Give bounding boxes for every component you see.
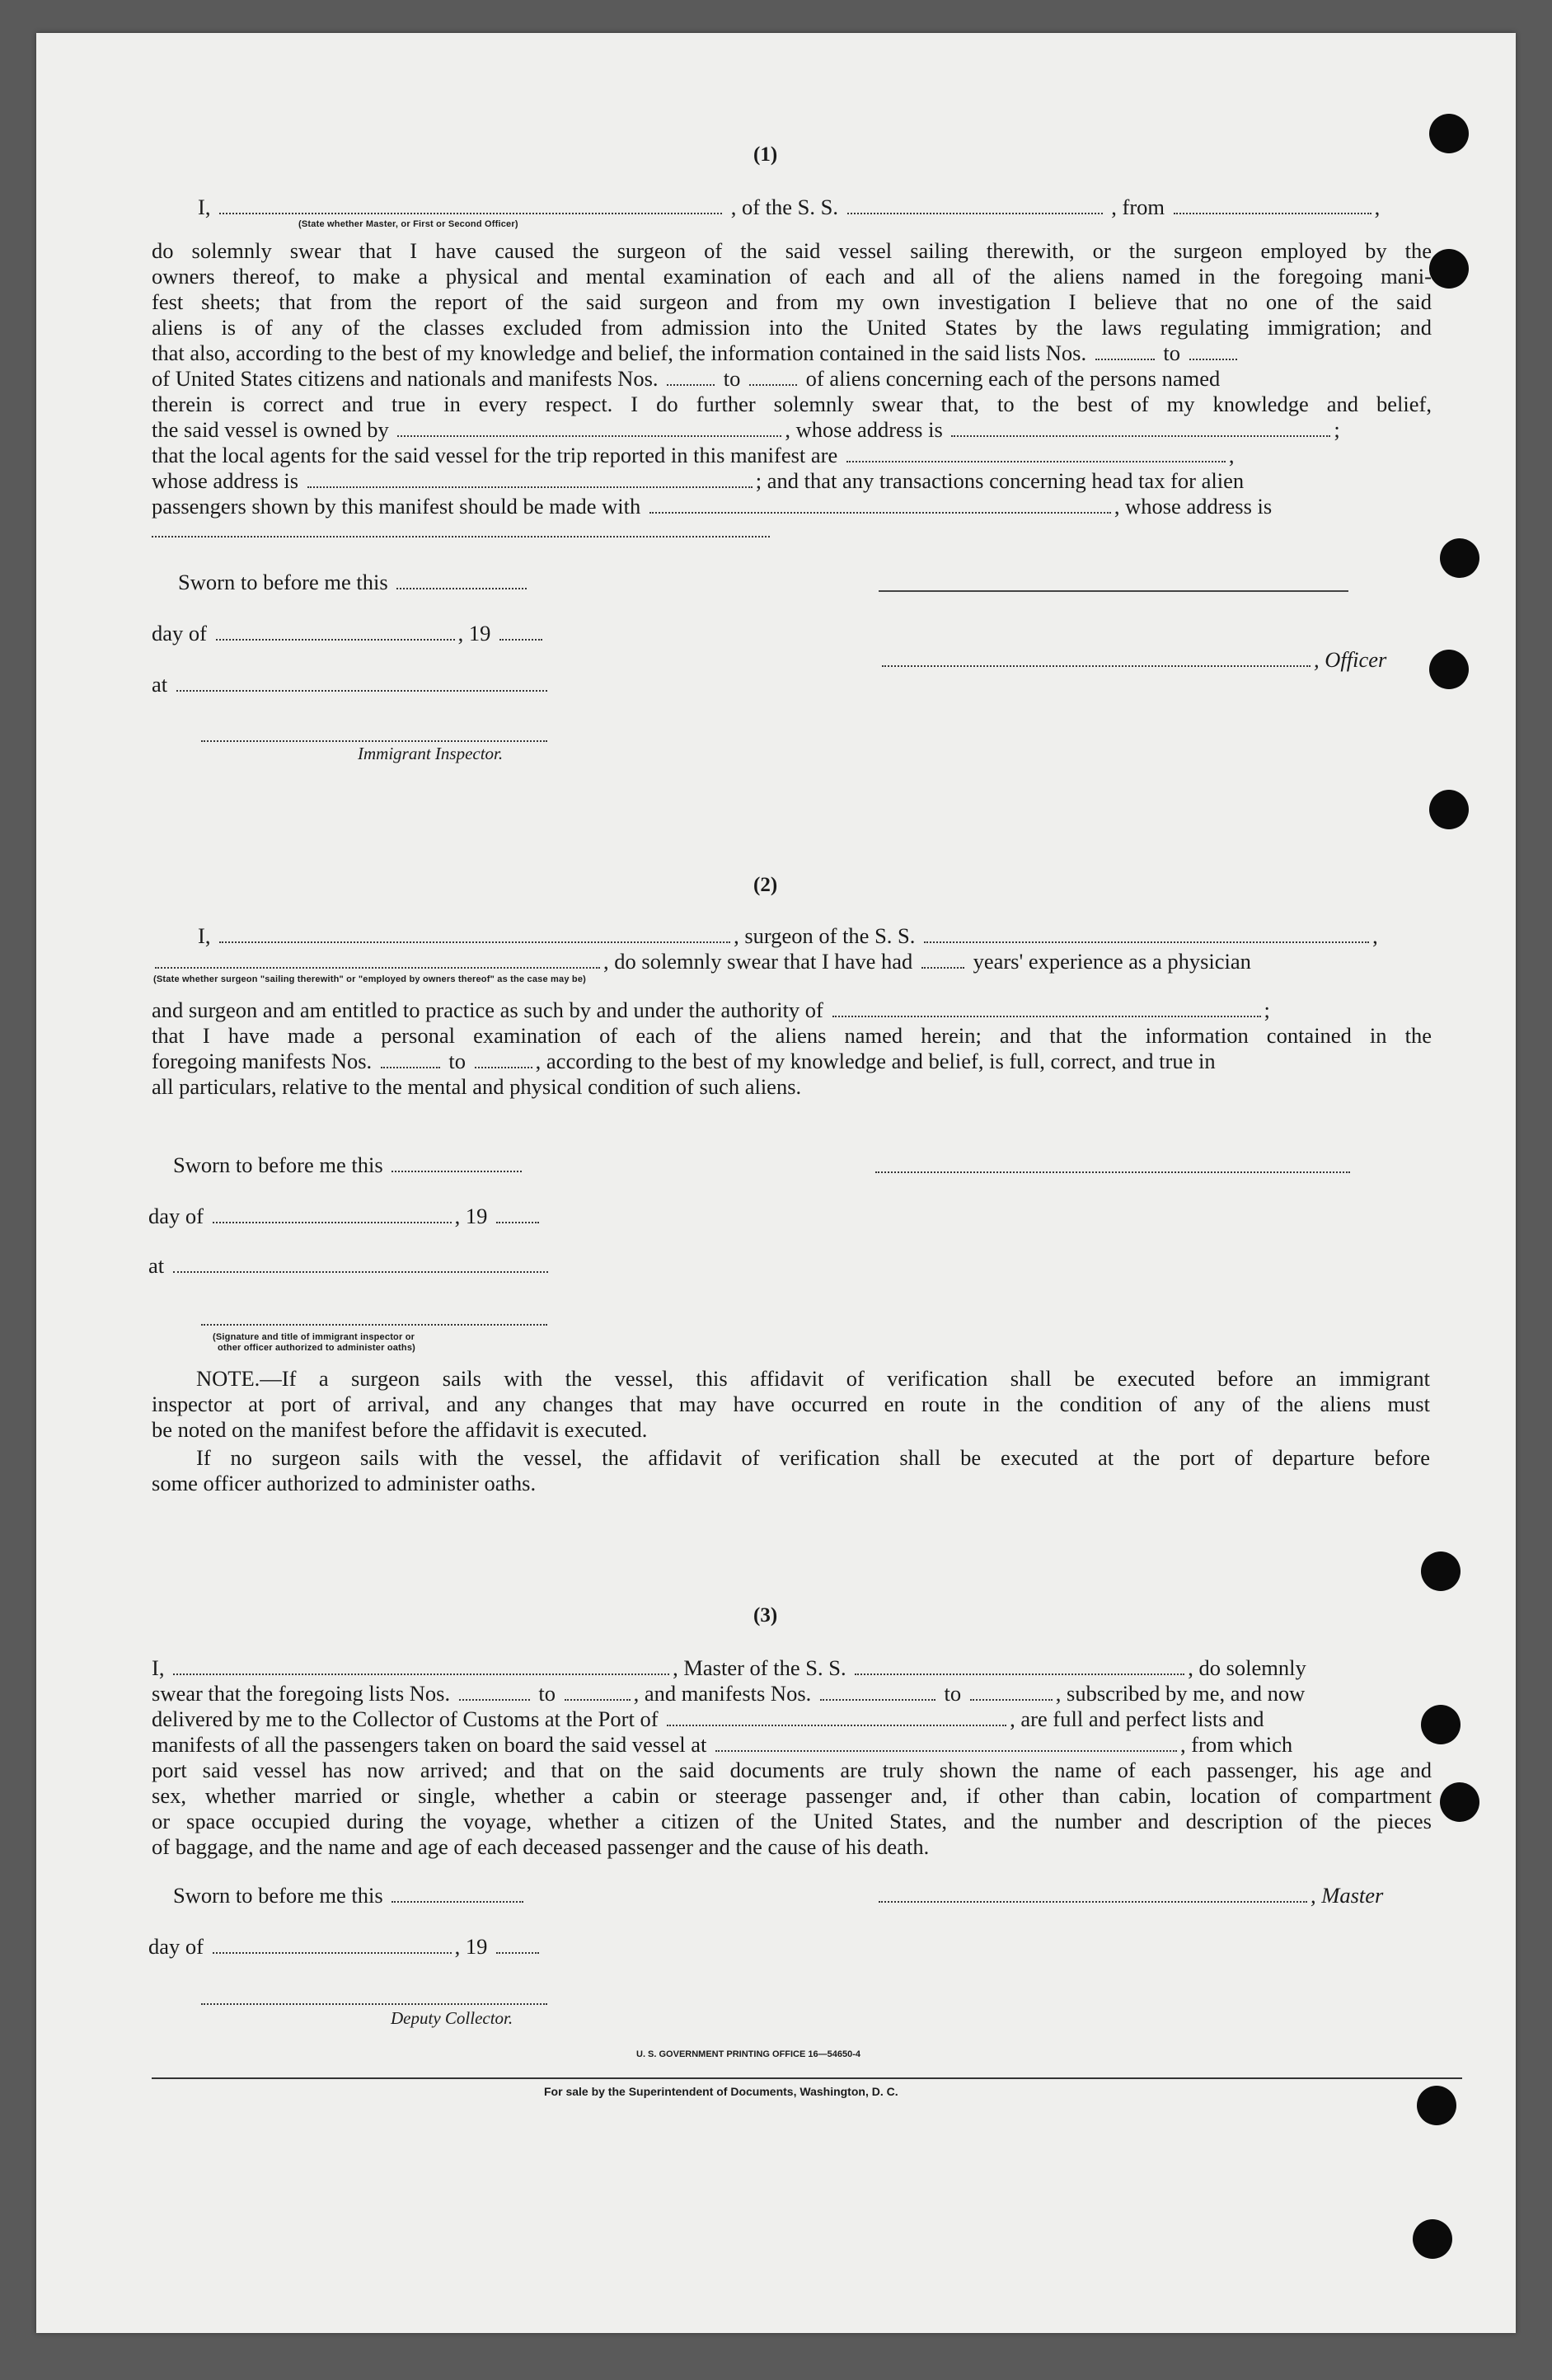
s2-sig-hint-1: (Signature and title of immigrant inspector or [213, 1332, 415, 1342]
s1-officer-line: , Officer [879, 647, 1386, 673]
surgeon-status-field[interactable] [155, 966, 600, 969]
section-2-line-3: and surgeon and am entitled to practice as such by and under the authority of ; [152, 998, 1270, 1022]
s2-sig-hint-2: other officer authorized to administer oaths) [218, 1343, 416, 1353]
s2-at: at [148, 1253, 551, 1279]
section-2-line-2: , do solemnly swear that I have had years' experience as a physician [152, 949, 1251, 974]
s3-year-field[interactable] [496, 1951, 539, 1954]
s3-day-of: day of , 19 [148, 1934, 542, 1960]
note2-line-2: some officer authorized to administer oaths. [152, 1471, 537, 1495]
note-line-2: inspector at port of arrival, and any changes that may have occurred en route in the condition of any of the aliens must [152, 1392, 1430, 1416]
officer-rank-field[interactable] [219, 212, 722, 214]
section-1-line-5: aliens is of any of the classes excluded from admission into the United States by the laws regulating immigration; and [152, 315, 1432, 340]
citizen-lists-to-field[interactable] [1189, 358, 1237, 360]
surgeon-name-field[interactable] [219, 941, 730, 943]
punch-hole [1413, 2219, 1452, 2259]
s1-year-field[interactable] [499, 638, 542, 641]
years-experience-field[interactable] [921, 966, 964, 969]
s2-manifests-from-field[interactable] [381, 1066, 440, 1068]
section-1-line-6: that also, according to the best of my knowledge and belief, the information contained in the said lists Nos. to [152, 340, 1432, 366]
s3-ship-field[interactable] [855, 1673, 1184, 1675]
manifest-page [36, 33, 1516, 2333]
s3-manifests-from-field[interactable] [820, 1698, 935, 1701]
section-1-line-3: owners thereof, to make a physical and mental examination of each and all of the aliens named in the foregoing mani- [152, 264, 1432, 289]
practice-authority-field[interactable] [832, 1015, 1261, 1017]
section-2-line-4: that I have made a personal examination of each of the aliens named herein; and that the information contained in the [152, 1023, 1432, 1048]
s2-day-of: day of , 19 [148, 1204, 542, 1229]
section-3-line-1: I, , Master of the S. S. , do solemnly [152, 1655, 1306, 1680]
section-3-line-5: port said vessel has now arrived; and that on the said documents are truly shown the name of each passenger, his age and [152, 1758, 1432, 1782]
s2-inspector-signature-line[interactable] [201, 1324, 547, 1326]
punch-hole [1440, 538, 1479, 578]
punch-hole [1429, 650, 1469, 689]
agents-address-field[interactable] [307, 486, 753, 488]
s3-deputy-label: Deputy Collector. [391, 2008, 513, 2028]
s2-year-field[interactable] [496, 1221, 539, 1223]
section-1-line-4: fest sheets; that from the report of the said surgeon and from my own investigation I believe that no one of the said [152, 289, 1432, 314]
punch-hole [1429, 114, 1469, 153]
section-1-line-2: do solemnly swear that I have caused the surgeon of the said vessel sailing therewith, or the surgeon employed by the [152, 238, 1432, 263]
section-1-line-1: I, , of the S. S. , from , [198, 195, 1381, 219]
note-line-1: NOTE.—If a surgeon sails with the vessel, this affidavit of verification shall be executed before an immigrant [196, 1366, 1430, 1391]
s2-sworn: Sworn to before me this [173, 1152, 525, 1178]
s1-inspector-label: Immigrant Inspector. [358, 744, 504, 763]
section-2-line-1: I, , surgeon of the S. S. , [198, 923, 1378, 948]
s1-sworn: Sworn to before me this [178, 570, 530, 595]
s3-sworn-date-field[interactable] [392, 1900, 523, 1903]
manifests-to-field[interactable] [749, 383, 797, 386]
s3-sworn: Sworn to before me this [173, 1883, 527, 1908]
s2-ship-field[interactable] [924, 941, 1369, 943]
local-agents-field[interactable] [846, 460, 1226, 462]
s2-manifests-to-field[interactable] [475, 1066, 532, 1068]
section-3-line-6: sex, whether married or single, whether a cabin or steerage passenger and, if other than cabin, location of compartment [152, 1783, 1432, 1808]
section-3-line-2: swear that the foregoing lists Nos. to , and manifests Nos. to , subscribed by me, and now [152, 1681, 1306, 1706]
s1-day-of: day of , 19 [152, 621, 546, 646]
punch-hole [1440, 1782, 1479, 1822]
section-3-number: (3) [753, 1604, 778, 1627]
note-line-3: be noted on the manifest before the affidavit is executed. [152, 1417, 648, 1442]
section-1-line-12: passengers shown by this manifest should be made with , whose address is [152, 494, 1273, 519]
s2-month-field[interactable] [213, 1221, 452, 1223]
section-3-line-4: manifests of all the passengers taken on board the said vessel at , from which [152, 1732, 1293, 1757]
rank-hint: (State whether Master, or First or Second Officer) [298, 219, 518, 229]
section-2-line-6: all particulars, relative to the mental and physical condition of such aliens. [152, 1074, 802, 1099]
s1-place-field[interactable] [176, 689, 547, 692]
master-name-field[interactable] [173, 1673, 669, 1675]
departure-port-field[interactable] [1174, 212, 1371, 214]
gpo-imprint: U. S. GOVERNMENT PRINTING OFFICE 16—54650-4 [636, 2049, 861, 2059]
port-of-field[interactable] [667, 1724, 1006, 1726]
s2-sworn-date-field[interactable] [392, 1170, 522, 1172]
s1-officer-field[interactable] [882, 664, 1311, 667]
section-3-line-7: or space occupied during the voyage, whether a citizen of the United States, and the number and description of the pieces [152, 1809, 1432, 1833]
section-2-number: (2) [753, 874, 778, 896]
s1-inspector-signature-line[interactable] [201, 740, 547, 742]
from-label: , from [1111, 195, 1165, 219]
section-3-line-8: of baggage, and the name and age of each deceased passenger and the cause of his death. [152, 1834, 930, 1859]
manifests-from-field[interactable] [667, 383, 715, 386]
citizen-lists-from-field[interactable] [1095, 358, 1155, 360]
i-label: I, [198, 195, 211, 219]
s3-lists-from-field[interactable] [459, 1698, 530, 1701]
ship-name-field[interactable] [847, 212, 1103, 214]
head-tax-party-field[interactable] [649, 511, 1111, 514]
of-ss-label: , of the S. S. [730, 195, 839, 219]
owner-address-field[interactable] [951, 434, 1330, 437]
s1-month-field[interactable] [216, 638, 455, 641]
punch-hole [1429, 790, 1469, 829]
s1-officer-signature-line[interactable] [879, 590, 1348, 592]
punch-hole [1417, 2086, 1456, 2125]
punch-hole [1421, 1551, 1461, 1591]
section-2-line-5: foregoing manifests Nos. to , according to the best of my knowledge and belief, is full, correct, and true in [152, 1049, 1216, 1073]
s2-place-field[interactable] [173, 1270, 548, 1273]
footer-rule [152, 2077, 1462, 2079]
s1-at: at [152, 672, 551, 697]
punch-hole [1429, 249, 1469, 289]
head-tax-address-field[interactable] [152, 536, 770, 537]
section-1-line-9: the said vessel is owned by , whose address is ; [152, 417, 1340, 442]
surgeon-status-hint: (State whether surgeon "sailing therewith" or "employed by owners thereof" as the case may be) [153, 974, 587, 984]
note2-line-1: If no surgeon sails with the vessel, the affidavit of verification shall be executed at the port of departure before [196, 1445, 1430, 1470]
section-1-line-7: of United States citizens and nationals and manifests Nos. to of aliens concerning each of the persons named [152, 366, 1221, 391]
s3-master-line: , Master [875, 1883, 1383, 1908]
s1-sworn-date-field[interactable] [396, 587, 527, 589]
s3-deputy-signature-line[interactable] [201, 2003, 547, 2005]
s2-surgeon-signature-line[interactable] [875, 1171, 1350, 1173]
s3-manifests-to-field[interactable] [970, 1698, 1053, 1701]
boarding-port-field[interactable] [715, 1749, 1177, 1752]
section-1-line-8: therein is correct and true in every respect. I do further solemnly swear that, to the best of my knowledge and belief, [152, 392, 1432, 416]
owner-field[interactable] [397, 434, 781, 437]
section-1-line-10: that the local agents for the said vessel for the trip reported in this manifest are , [152, 443, 1235, 467]
s3-lists-to-field[interactable] [565, 1698, 631, 1701]
sale-notice: For sale by the Superintendent of Documents, Washington, D. C. [544, 2085, 898, 2098]
section-1-number: (1) [753, 143, 778, 166]
punch-hole [1421, 1705, 1461, 1744]
section-1-line-11: whose address is ; and that any transactions concerning head tax for alien [152, 468, 1245, 493]
s3-master-signature-field[interactable] [879, 1900, 1307, 1903]
s3-month-field[interactable] [213, 1951, 452, 1954]
section-3-line-3: delivered by me to the Collector of Customs at the Port of , are full and perfect lists and [152, 1706, 1264, 1731]
